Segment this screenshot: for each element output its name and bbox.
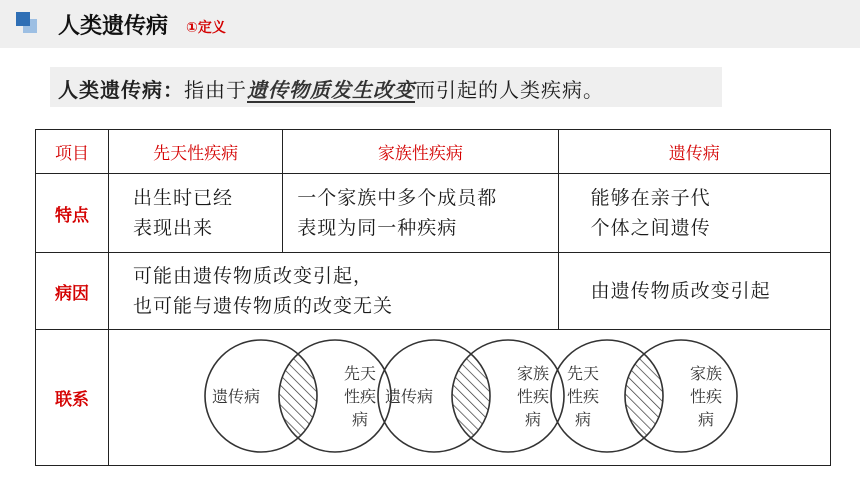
row-features xyxy=(36,174,831,253)
cell-relation-venns xyxy=(109,330,831,466)
definition-key-phrase: 遗传物质发生改变 xyxy=(247,78,415,102)
text-line: 病 xyxy=(697,410,714,429)
cell-features-congenital xyxy=(109,174,283,253)
definition-suffix: 而引起的人类疾病。 xyxy=(415,78,604,102)
row-label-relation: 联系 xyxy=(36,330,109,466)
text-line: 一个家族中多个成员都 xyxy=(297,187,498,209)
venn-1-left-label: 遗传病 xyxy=(211,387,260,406)
definition-bar xyxy=(50,67,722,107)
venn-1-right-label xyxy=(340,362,380,431)
definition-text xyxy=(58,74,604,103)
header-item: 项目 xyxy=(36,130,109,174)
venn-2-right-label xyxy=(513,362,553,431)
text-line: 病 xyxy=(524,410,541,429)
cell-cause-congenital-familial xyxy=(109,253,559,330)
text-line: 个体之间遗传 xyxy=(590,217,711,239)
text-line: 家族 xyxy=(516,364,549,383)
row-label-cause: 病因 xyxy=(36,253,109,330)
venn-3-left-label xyxy=(563,362,603,431)
cell-cause-genetic: 由遗传物质改变引起 xyxy=(558,253,830,330)
text-line: 先天 xyxy=(566,364,599,383)
row-relation xyxy=(36,330,831,466)
page-subtitle: ①定义 xyxy=(186,20,226,36)
header-genetic: 遗传病 xyxy=(558,130,830,174)
definition-prefix: 指由于 xyxy=(184,78,247,102)
text-line: 出生时已经 xyxy=(133,187,234,209)
text-line: 表现出来 xyxy=(133,217,214,239)
text-line: 性疾 xyxy=(343,387,376,406)
slide-header xyxy=(0,0,860,48)
text-line: 性疾 xyxy=(566,387,599,406)
page-title: 人类遗传病 xyxy=(58,14,169,39)
text-line: 能够在亲子代 xyxy=(590,187,711,209)
text-line: 病 xyxy=(574,410,591,429)
venn-3-right-label xyxy=(686,362,726,431)
venn-row xyxy=(109,330,830,465)
text-line: 性疾 xyxy=(689,387,722,406)
text-line: 也可能与遗传物质的改变无关 xyxy=(133,295,394,317)
venn-diagram-2 xyxy=(376,338,566,454)
text-line: 表现为同一种疾病 xyxy=(297,217,458,239)
cell-features-genetic xyxy=(558,174,830,253)
row-cause xyxy=(36,253,831,330)
cell-features-familial xyxy=(283,174,558,253)
definition-label: 人类遗传病： xyxy=(58,78,184,102)
venn-2-left-label: 遗传病 xyxy=(384,387,433,406)
row-label-features: 特点 xyxy=(36,174,109,253)
text-line: 家族 xyxy=(689,364,722,383)
header-congenital: 先天性疾病 xyxy=(109,130,283,174)
text-line: 先天 xyxy=(343,364,376,383)
venn-diagram-3 xyxy=(549,338,739,454)
venn-diagram-1 xyxy=(203,338,393,454)
text-line: 病 xyxy=(351,410,368,429)
text-line: 可能由遗传物质改变引起， xyxy=(133,265,374,287)
square-logo-icon xyxy=(16,12,38,34)
header-familial: 家族性疾病 xyxy=(283,130,558,174)
text-line: 性疾 xyxy=(516,387,549,406)
comparison-table xyxy=(35,129,831,466)
table-header-row xyxy=(36,130,831,174)
